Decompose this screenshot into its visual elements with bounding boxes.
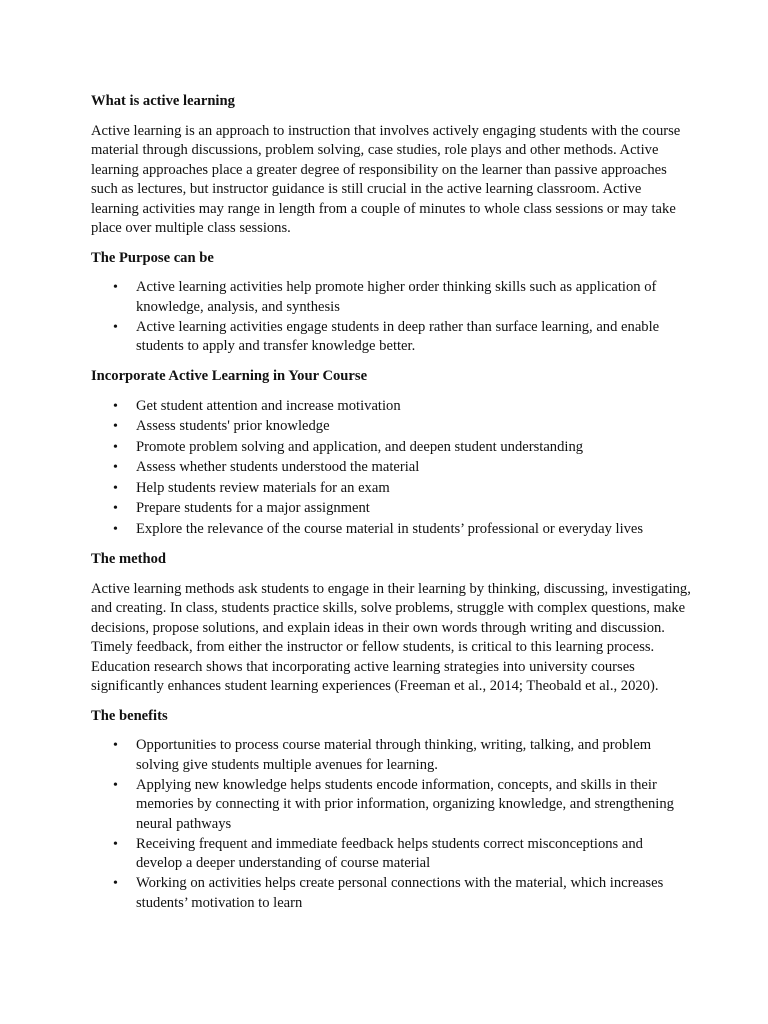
list-item	[91, 499, 691, 519]
list-item	[91, 520, 691, 540]
list-item	[91, 397, 691, 417]
heading-incorporate: Incorporate Active Learning in Your Course	[91, 368, 368, 384]
bullet-icon: •	[113, 439, 118, 455]
heading-purpose: The Purpose can be	[91, 249, 214, 266]
bullet-icon: •	[113, 419, 118, 434]
list-item	[91, 835, 691, 874]
bullet-icon: •	[113, 738, 118, 753]
list-item	[91, 438, 691, 458]
list-item	[91, 736, 691, 775]
list-item-text: Assess whether students understood the material	[136, 459, 420, 475]
list-item	[91, 318, 691, 357]
list-item-text: Assess students' prior knowledge	[136, 418, 330, 434]
list-item	[91, 458, 691, 478]
bullet-icon: •	[113, 876, 118, 891]
list-item	[91, 417, 691, 437]
paragraph-method: Active learning methods ask students to engage in their learning by thinking, discussing, investigating, and creating. In class, students practice skills, solve problems, struggle with complex questions, make decisions, propose solutions, and explain ideas in their own words through writing and discussion. Timely feedback, from either the instructor or fellow students, is critical to this learning process. Education research shows that incorporating active learning strategies into university courses significantly enhances student learning experiences (Freeman et al., 2014; Theobald et al., 2020).	[91, 580, 691, 694]
bullet-icon: •	[113, 480, 118, 496]
bullet-icon: •	[113, 319, 118, 335]
list-item	[91, 874, 691, 913]
list-item	[91, 479, 691, 499]
list-item-text: Working on activities helps create personal connections with the material, which increases students’ motivation to learn	[136, 875, 664, 911]
list-item-text: Active learning activities help promote higher order thinking skills such as application of knowledge, analysis, and synthesis	[136, 279, 657, 315]
paragraph-what-is: Active learning is an approach to instruction that involves actively engaging students with the course material through discussions, problem solving, case studies, role plays and other methods. Active learning approaches place a greater degree of responsibility on the learner than passive approaches such as lectures, but instructor guidance is still crucial in the active learning classroom. Active learning activities may range in length from a couple of minutes to whole class sessions or may take place over multiple class sessions.	[91, 122, 681, 236]
list-item-text: Opportunities to process course material through thinking, writing, talking, and problem solving give students multiple avenues for learning.	[136, 737, 652, 773]
list-item-text: Prepare students for a major assignment	[136, 500, 370, 516]
bullet-icon: •	[113, 398, 118, 414]
purpose-list	[91, 278, 691, 357]
document-page	[91, 92, 691, 914]
incorporate-list	[91, 397, 691, 540]
bullet-icon: •	[113, 280, 118, 295]
heading-benefits: The benefits	[91, 707, 168, 724]
heading-what-is-active-learning: What is active learning	[91, 93, 235, 109]
list-item-text: Promote problem solving and application, and deepen student understanding	[136, 438, 584, 455]
benefits-list	[91, 736, 691, 913]
bullet-icon: •	[113, 521, 118, 537]
list-item	[91, 776, 691, 835]
bullet-icon: •	[113, 460, 118, 475]
list-item-text: Applying new knowledge helps students encode information, concepts, and skills in their memories by connecting it with prior information, organizing knowledge, and strengthening neural pathways	[136, 776, 674, 832]
list-item-text: Help students review materials for an exam	[136, 479, 390, 496]
bullet-icon: •	[113, 777, 118, 793]
bullet-icon: •	[113, 836, 118, 852]
bullet-icon: •	[113, 501, 118, 516]
list-item-text: Get student attention and increase motivation	[136, 397, 401, 414]
list-item	[91, 278, 691, 317]
list-item-text: Active learning activities engage students in deep rather than surface learning, and enable students to apply and transfer knowledge better.	[136, 318, 660, 354]
list-item-text: Receiving frequent and immediate feedback helps students correct misconceptions and develop a deeper understanding of course material	[136, 835, 643, 871]
list-item-text: Explore the relevance of the course material in students’ professional or everyday lives	[136, 520, 644, 537]
heading-method: The method	[91, 551, 166, 567]
